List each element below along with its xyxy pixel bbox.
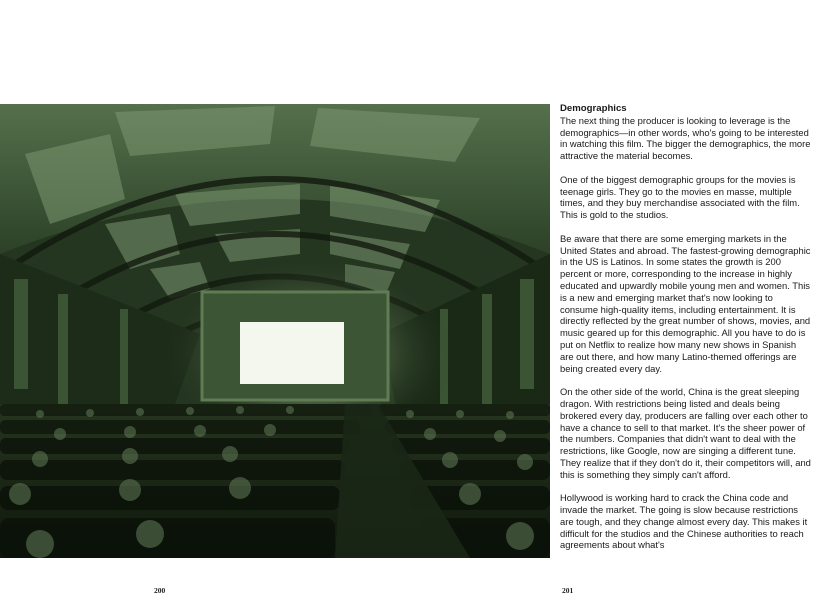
section-heading: Demographics [560,103,627,114]
cinema-screen [240,322,344,384]
cinema-auditorium-photo [0,104,550,558]
paragraph: On the other side of the world, China is the great sleeping dragon. With restrictions being listed and deals being brokered every day, producers are falling over each other to have a chance to sell to that market. It's the sheer power of the numbers. Companies that didn't want to deal with the restrictions, like Google, now are singing a different tune. They realize that if they don't do it, their competitors will, and this is something they simply can't afford. [560,386,811,480]
paragraph: The next thing the producer is looking to leverage is the demographics—in other words, who's going to be interested in watching this film. The bigger the demographics, the more attractive the material becomes. [560,114,811,162]
paragraph: One of the biggest demographic groups for the movies is teenage girls. They go to the movies en masse, multiple times, and they buy merchandise associated with the film. This is gold to the studios. [560,173,800,221]
right-page-text [560,103,812,563]
paragraph: Be aware that there are some emerging markets in the United States and abroad. The fastest-growing demographic in the US is Latinos. In some states the growth is 200 percent or more, corresponding to the increase in highly educated and upwardly mobile young men and women. This is a new and emerging market that's now looking to consume high-quality items, including entertainment. It is directly reflected by the great number of shows, movies, and music geared up for this demographic. All you have to do is put on Netflix to realize how many new shows in Spanish are out there, and how many Latino-themed offerings are being created every day. [560,232,811,374]
cinema-photo-illustration [0,104,550,558]
page-number-left: 200 [154,586,166,595]
page-number-right: 201 [562,586,574,595]
paragraph: Hollywood is working hard to crack the China code and invade the market. The going is slow because restrictions are tough, and they change almost every day. This makes it difficult for the studios and the Chinese authorities to reach agreements about what's [560,492,808,551]
